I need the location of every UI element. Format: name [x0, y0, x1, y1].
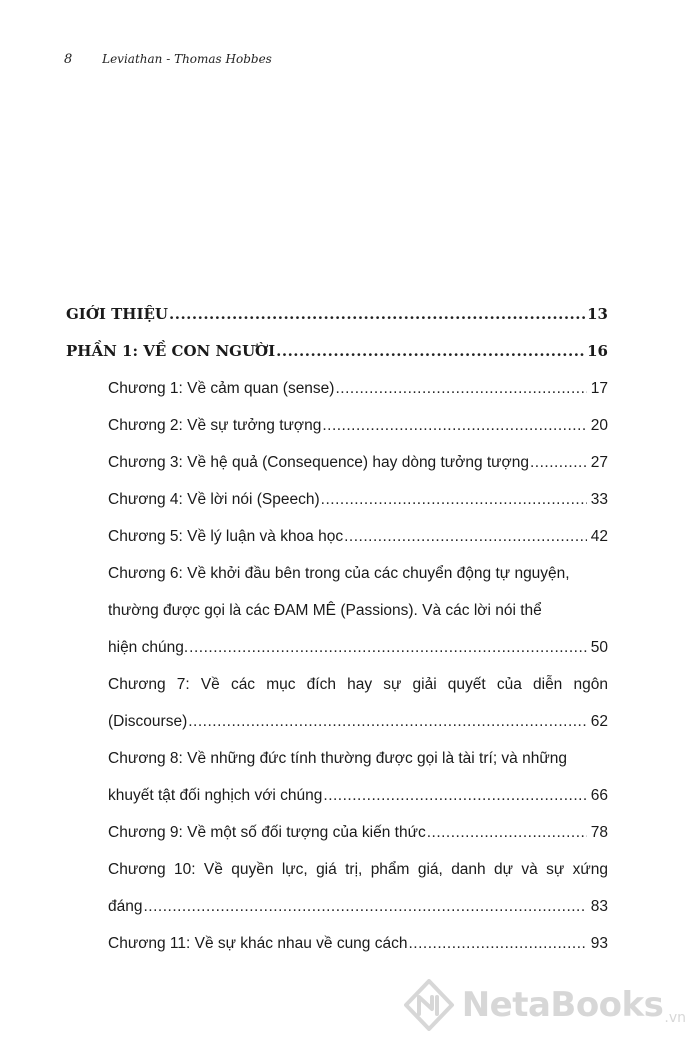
toc-entry-page: 17 [590, 380, 608, 397]
dot-leader [188, 703, 587, 740]
dot-leader [321, 481, 587, 518]
watermark-brand: NetaBooks [461, 985, 664, 1025]
toc-word: các [230, 676, 256, 693]
dot-leader [169, 296, 586, 333]
netabooks-logo-icon [402, 978, 456, 1032]
watermark-tld: .vn [664, 1010, 686, 1026]
dot-leader [276, 333, 586, 370]
toc-chapter-6-line-1: Chương 6: Về khởi đầu bên trong của các chuyển động tự nguyện, [108, 565, 570, 582]
toc-word: Về [200, 676, 220, 693]
toc-entry-chapter-5[interactable] [66, 518, 608, 555]
toc-entry-label: khuyết tật đối nghịch với chúng [108, 787, 323, 804]
toc-entry-chapter-3[interactable] [66, 444, 608, 481]
toc-entry-page: 93 [590, 935, 608, 952]
toc-word: giá [316, 861, 337, 878]
page-number: 8 [64, 52, 73, 67]
toc-word: 7: [176, 676, 190, 693]
toc-entry-intro[interactable] [66, 296, 608, 333]
toc-entry-chapter-8[interactable] [66, 777, 608, 814]
toc-entry-chapter-2[interactable] [66, 407, 608, 444]
toc-word: của [496, 676, 522, 693]
dot-leader [189, 629, 587, 666]
dot-leader [143, 888, 587, 925]
dot-leader [344, 518, 587, 555]
toc-word: quyền [231, 861, 274, 878]
toc-word: Chương [108, 676, 166, 693]
toc-word: sự [383, 676, 402, 693]
toc-entry-label: (Discourse) [108, 713, 188, 730]
toc-entry-page: 13 [587, 305, 608, 323]
toc-entry-page: 42 [590, 528, 608, 545]
toc-entry-page: 83 [590, 898, 608, 915]
toc-entry-part1[interactable] [66, 333, 608, 370]
toc-entry-page: 62 [590, 713, 608, 730]
netabooks-watermark [402, 978, 686, 1032]
toc-word: Chương [108, 861, 166, 878]
toc-word: Về [203, 861, 223, 878]
toc-word: dự [494, 861, 514, 878]
dot-leader [322, 407, 587, 444]
running-title: Leviathan - Thomas Hobbes [102, 52, 272, 66]
toc-entry-chapter-6[interactable] [66, 629, 608, 666]
toc-entry-chapter-1[interactable] [66, 370, 608, 407]
toc-chapter-8-line-1: Chương 8: Về những đức tính thường được gọi là tài trí; và những [108, 750, 567, 767]
toc-word: và [521, 861, 538, 878]
toc-entry-page: 16 [587, 342, 608, 360]
running-header [64, 52, 272, 67]
toc-entry-label: Chương 11: Về sự khác nhau về cung cách [108, 935, 408, 952]
toc-chapter-6-line-2: thường được gọi là các ĐAM MÊ (Passions). Và các lời nói thể [108, 602, 542, 619]
toc-word: giá, [417, 861, 443, 878]
toc-word: danh [451, 861, 486, 878]
toc-word: 10: [173, 861, 196, 878]
toc-entry-page: 33 [590, 491, 608, 508]
dot-leader [323, 777, 587, 814]
toc-entry-chapter-4[interactable] [66, 481, 608, 518]
toc-entry-label: Chương 1: Về cảm quan (sense) [108, 380, 335, 397]
toc-word: giải [412, 676, 437, 693]
toc-entry-chapter-10[interactable] [66, 888, 608, 925]
toc-entry-page: 27 [590, 454, 608, 471]
toc-entry-label: GIỚI THIỆU [66, 305, 168, 323]
toc-word: phẩm [370, 861, 410, 878]
toc-word: hay [347, 676, 373, 693]
toc-entry-label: Chương 2: Về sự tưởng tượng [108, 417, 322, 434]
toc-chapter-7-line-1 [66, 666, 608, 703]
toc-entry-page: 20 [590, 417, 608, 434]
toc-word: diễn [533, 676, 563, 693]
toc-word: trị, [345, 861, 363, 878]
toc-entry-label: Chương 9: Về một số đối tượng của kiến thức [108, 824, 426, 841]
toc-word: ngôn [573, 676, 608, 693]
dot-leader [427, 814, 587, 851]
toc-entry-page: 50 [590, 639, 608, 656]
toc-word: quyết [447, 676, 486, 693]
dot-leader [408, 925, 587, 962]
toc-entry-chapter-9[interactable] [66, 814, 608, 851]
toc-entry-chapter-7[interactable] [66, 703, 608, 740]
toc-word: sự [546, 861, 565, 878]
dot-leader [530, 444, 587, 481]
table-of-contents [66, 296, 608, 962]
toc-entry-label: hiện chúng. [108, 639, 189, 656]
toc-entry-label: Chương 5: Về lý luận và khoa học [108, 528, 344, 545]
toc-chapter-10-line-1 [66, 851, 608, 888]
toc-entry-page: 78 [590, 824, 608, 841]
toc-entry-page: 66 [590, 787, 608, 804]
toc-word: lực, [281, 861, 308, 878]
toc-entry-label: đáng [108, 898, 143, 915]
dot-leader [335, 370, 587, 407]
toc-entry-label: Chương 3: Về hệ quả (Consequence) hay dòng tưởng tượng [108, 454, 529, 471]
toc-entry-chapter-11[interactable] [66, 925, 608, 962]
toc-entry-label: PHẦN 1: VỀ CON NGƯỜI [66, 342, 276, 360]
toc-word: xứng [572, 861, 608, 878]
toc-entry-label: Chương 4: Về lời nói (Speech) [108, 491, 320, 508]
toc-word: đích [306, 676, 336, 693]
toc-word: mục [266, 676, 296, 693]
